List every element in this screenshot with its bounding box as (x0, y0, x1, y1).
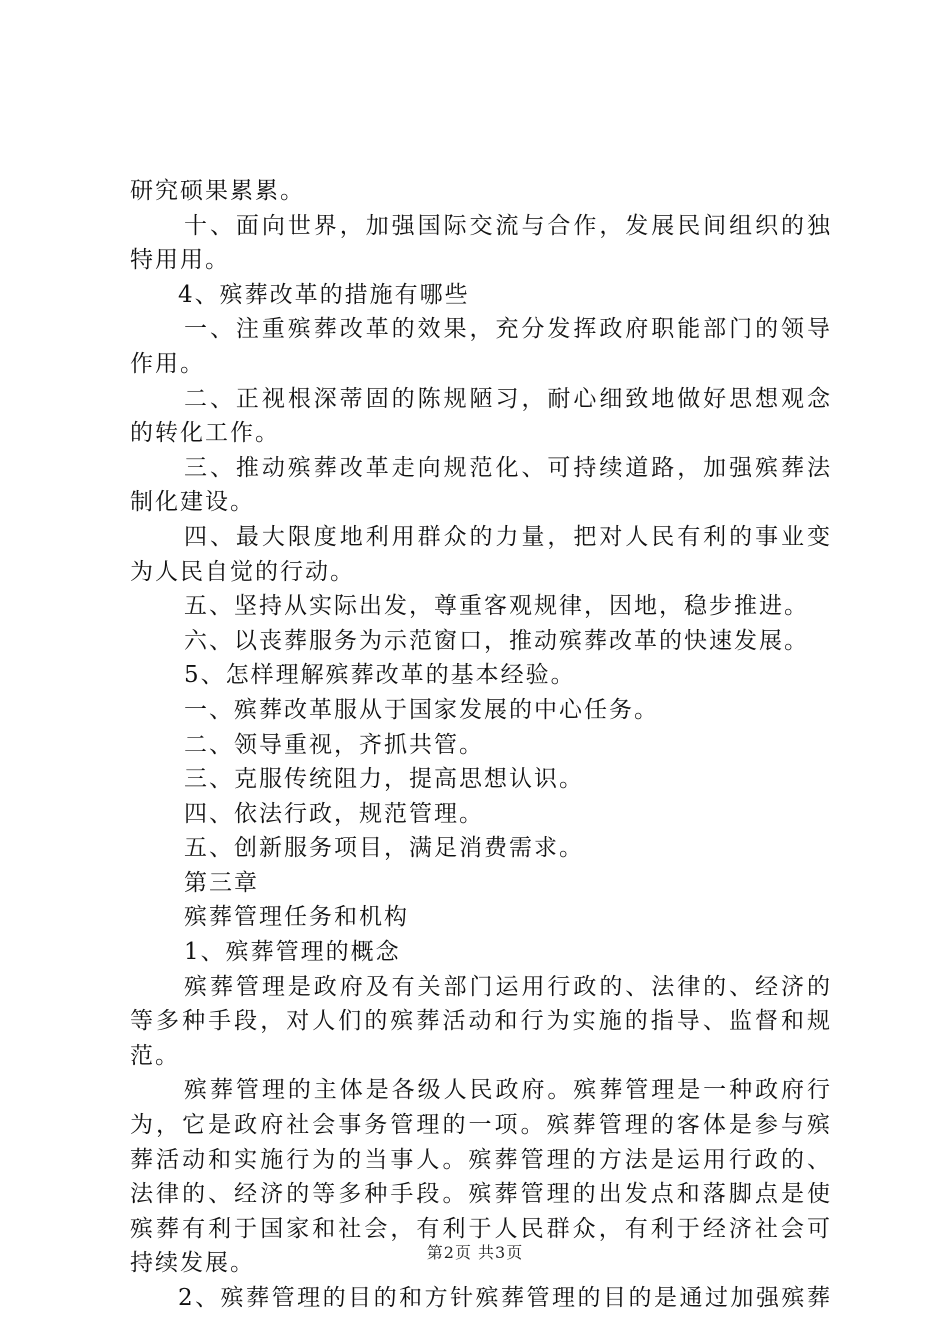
section-heading: 1、殡葬管理的概念 (184, 939, 401, 966)
text-line: 葬活动和实施行为的当事人。殡葬管理的方法是运用行政的、 (130, 1146, 830, 1173)
text-line: 殡葬有利于国家和社会，有利于人民群众，有利于经济社会可 (130, 1215, 830, 1242)
text-line: 持续发展。 (130, 1250, 255, 1277)
text-line: 范。 (130, 1042, 180, 1069)
text-line: 殡葬管理的主体是各级人民政府。殡葬管理是一种政府行 (184, 1077, 830, 1104)
text-line: 一、殡葬改革服从于国家发展的中心任务。 (184, 696, 659, 723)
text-line: 制化建设。 (130, 489, 255, 516)
text-line: 作用。 (130, 350, 205, 377)
document-body (130, 174, 830, 1316)
text-line: 法律的、经济的等多种手段。殡葬管理的出发点和落脚点是使 (130, 1181, 830, 1208)
text-line: 十、面向世界，加强国际交流与合作，发展民间组织的独 (184, 212, 830, 239)
text-line: 等多种手段，对人们的殡葬活动和行为实施的指导、监督和规 (130, 1008, 830, 1035)
text-line: 三、克服传统阻力，提高思想认识。 (184, 766, 584, 793)
text-line: 2、殡葬管理的目的和方针殡葬管理的目的是通过加强殡葬 (178, 1285, 830, 1311)
text-line: 的转化工作。 (130, 420, 280, 447)
chapter-title: 殡葬管理任务和机构 (184, 904, 409, 931)
text-line: 二、领导重视，齐抓共管。 (184, 731, 484, 758)
text-line: 五、创新服务项目，满足消费需求。 (184, 835, 584, 862)
text-line: 二、正视根深蒂固的陈规陋习，耐心细致地做好思想观念 (184, 385, 830, 412)
chapter-heading: 第三章 (184, 869, 259, 896)
text-line: 三、推动殡葬改革走向规范化、可持续道路，加强殡葬法 (184, 454, 830, 481)
text-line: 一、注重殡葬改革的效果，充分发挥政府职能部门的领导 (184, 316, 830, 343)
text-line: 为，它是政府社会事务管理的一项。殡葬管理的客体是参与殡 (130, 1112, 830, 1139)
text-line: 五、坚持从实际出发，尊重客观规律，因地，稳步推进。 (184, 593, 809, 620)
page-footer: 第2页 共3页 (426, 1243, 524, 1262)
text-line: 特用用。 (130, 247, 230, 274)
text-line: 研究硕果累累。 (130, 178, 305, 204)
text-line: 四、最大限度地利用群众的力量，把对人民有利的事业变 (184, 523, 830, 550)
text-line: 4、殡葬改革的措施有哪些 (178, 281, 470, 308)
text-line: 四、依法行政，规范管理。 (184, 800, 484, 827)
text-line: 5、怎样理解殡葬改革的基本经验。 (184, 662, 576, 689)
text-line: 六、以丧葬服务为示范窗口，推动殡葬改革的快速发展。 (184, 627, 809, 654)
text-line: 殡葬管理是政府及有关部门运用行政的、法律的、经济的 (184, 973, 830, 1000)
text-line: 为人民自觉的行动。 (130, 558, 355, 585)
